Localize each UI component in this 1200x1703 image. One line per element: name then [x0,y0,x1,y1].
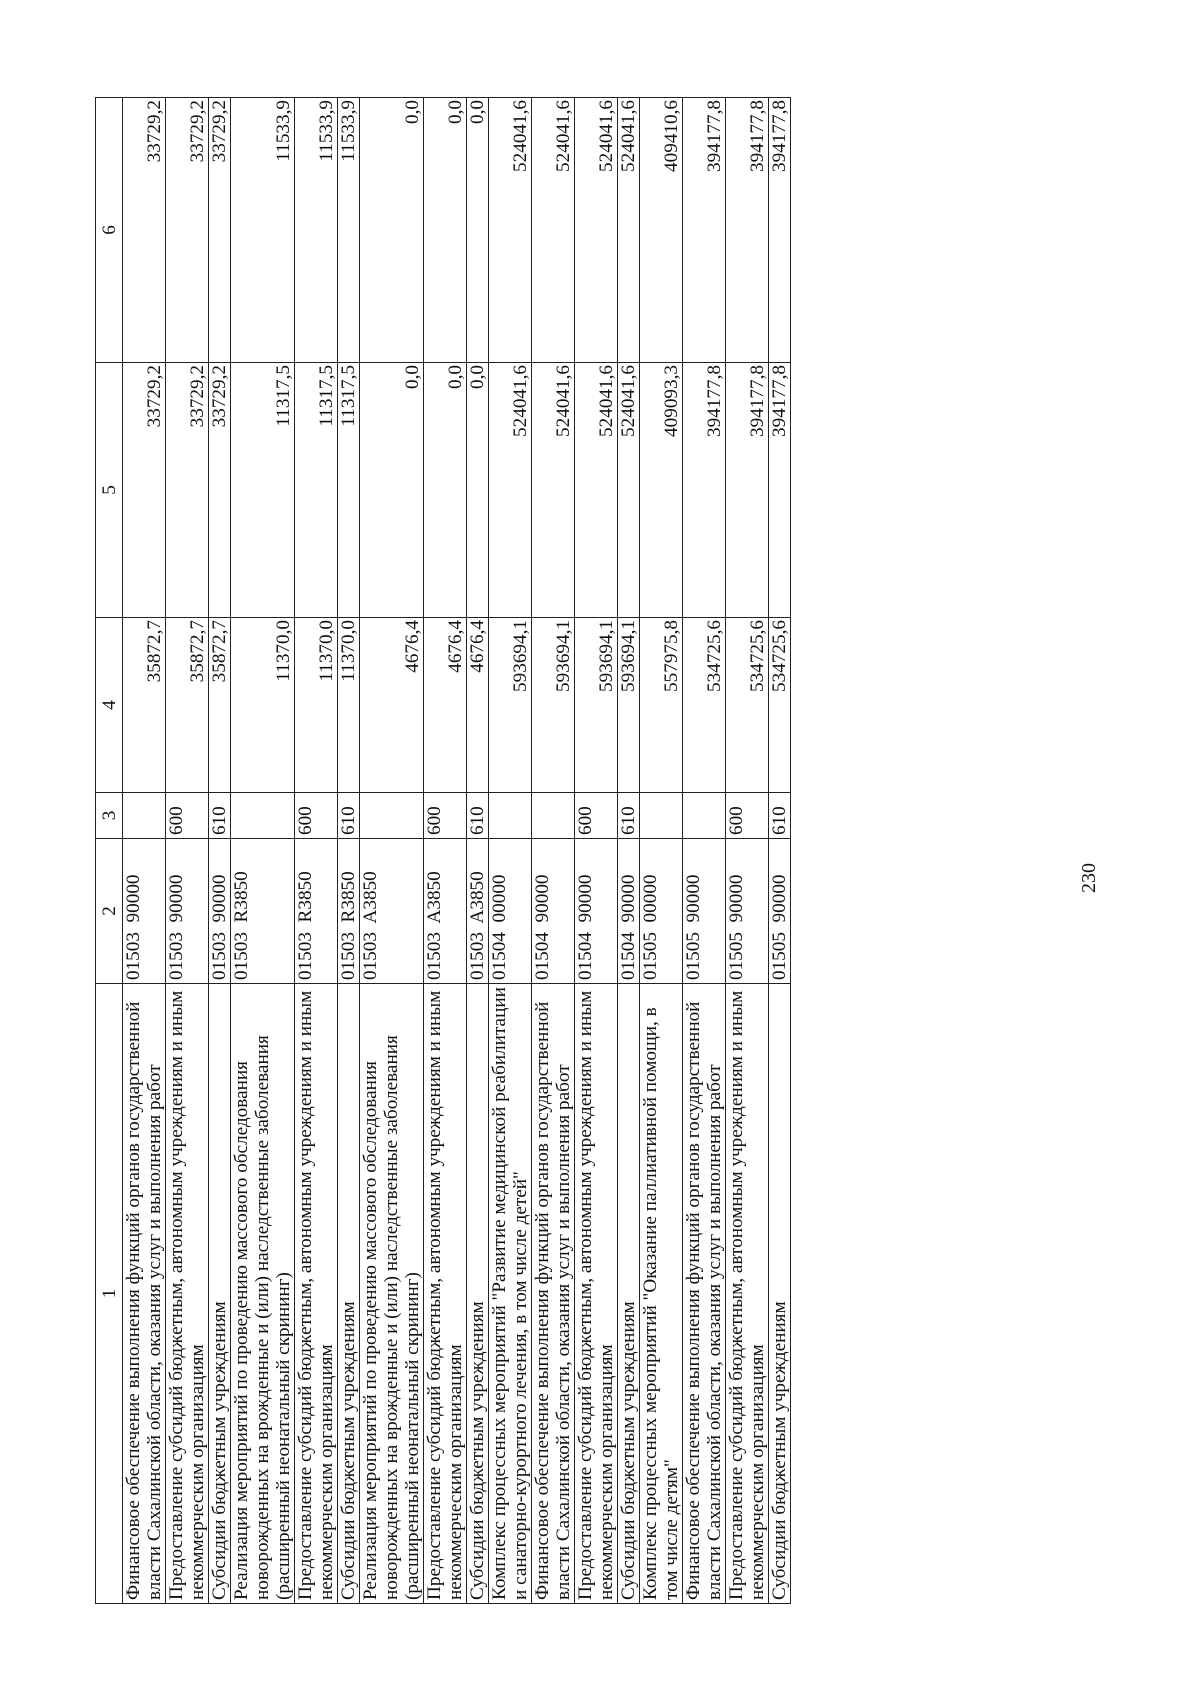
row-name-cell: Субсидии бюджетным учреждениям [467,984,489,1604]
row-type-cell [360,793,424,839]
column-header: 2 [96,839,123,984]
row-value-col4-cell: 4676,4 [467,618,489,793]
row-name-cell: Комплекс процессных мероприятий "Оказание паллиативной помощи, в том числе детям" [640,984,683,1604]
row-value-col5-cell: 394177,8 [683,363,726,618]
row-name-cell: Реализация мероприятий по проведению массового обследования новорожденных на врожденные и (или) наследственные заболевания (расширенный неонатальный скрининг) [360,984,424,1604]
column-header: 1 [96,984,123,1604]
table-row [295,98,338,1604]
row-value-col4-cell: 11370,0 [295,618,338,793]
row-value-col4-cell: 35872,7 [166,618,209,793]
table-row [166,98,209,1604]
row-value-col6-cell: 33729,2 [166,98,209,363]
row-value-col6-cell: 524041,6 [575,98,618,363]
column-header: 6 [96,98,123,363]
row-code-cell: 01503 R3850 [338,839,360,984]
row-value-col4-cell: 557975,8 [640,618,683,793]
row-value-col6-cell: 0,0 [424,98,467,363]
table-row [489,98,532,1604]
row-value-col6-cell: 409410,6 [640,98,683,363]
row-value-col5-cell: 11317,5 [231,363,295,618]
row-value-col5-cell: 524041,6 [575,363,618,618]
row-value-col5-cell: 524041,6 [618,363,640,618]
row-type-cell: 600 [726,793,769,839]
row-value-col5-cell: 524041,6 [532,363,575,618]
row-value-col4-cell: 11370,0 [338,618,360,793]
row-name-cell: Финансовое обеспечение выполнения функций органов государственной власти Сахалинской области, оказания услуг и выполнения работ [123,984,166,1604]
row-name-cell: Субсидии бюджетным учреждениям [209,984,231,1604]
row-type-cell: 610 [338,793,360,839]
row-value-col5-cell: 394177,8 [769,363,791,618]
row-name-cell: Предоставление субсидий бюджетным, автономным учреждениям и иным некоммерческим организациям [726,984,769,1604]
row-value-col5-cell: 0,0 [467,363,489,618]
row-value-col6-cell: 11533,9 [295,98,338,363]
column-header: 3 [96,793,123,839]
row-code-cell: 01505 90000 [769,839,791,984]
row-type-cell: 600 [166,793,209,839]
row-code-cell: 01503 A3850 [467,839,489,984]
table-row [360,98,424,1604]
table-row [209,98,231,1604]
row-name-cell: Субсидии бюджетным учреждениям [769,984,791,1604]
row-type-cell: 610 [467,793,489,839]
row-code-cell: 01504 90000 [618,839,640,984]
row-type-cell [489,793,532,839]
row-name-cell: Реализация мероприятий по проведению массового обследования новорожденных на врожденные и (или) наследственные заболевания (расширенный неонатальный скрининг) [231,984,295,1604]
row-name-cell: Комплекс процессных мероприятий "Развитие медицинской реабилитации и санаторно-курортного лечения, в том числе детей" [489,984,532,1604]
row-type-cell: 600 [295,793,338,839]
row-type-cell: 600 [575,793,618,839]
row-value-col5-cell: 0,0 [424,363,467,618]
table-row [424,98,467,1604]
row-value-col4-cell: 534725,6 [726,618,769,793]
table-row [769,98,791,1604]
row-name-cell: Субсидии бюджетным учреждениям [618,984,640,1604]
table-row [726,98,769,1604]
row-type-cell: 610 [618,793,640,839]
column-header: 5 [96,363,123,618]
table-header-row [96,98,123,1604]
row-value-col6-cell: 394177,8 [726,98,769,363]
row-value-col4-cell: 4676,4 [424,618,467,793]
row-value-col5-cell: 33729,2 [123,363,166,618]
row-type-cell: 600 [424,793,467,839]
row-value-col4-cell: 593694,1 [575,618,618,793]
row-type-cell: 610 [209,793,231,839]
row-name-cell: Предоставление субсидий бюджетным, автономным учреждениям и иным некоммерческим организациям [575,984,618,1604]
row-value-col4-cell: 35872,7 [209,618,231,793]
row-code-cell: 01503 90000 [166,839,209,984]
row-type-cell [123,793,166,839]
row-name-cell: Финансовое обеспечение выполнения функций органов государственной власти Сахалинской области, оказания услуг и выполнения работ [532,984,575,1604]
table-row [640,98,683,1604]
row-name-cell: Субсидии бюджетным учреждениям [338,984,360,1604]
page-number: 230 [1078,863,1100,893]
row-value-col5-cell: 11317,5 [338,363,360,618]
row-value-col4-cell: 11370,0 [231,618,295,793]
row-code-cell: 01504 00000 [489,839,532,984]
row-code-cell: 01503 R3850 [295,839,338,984]
row-value-col6-cell: 524041,6 [618,98,640,363]
row-value-col6-cell: 0,0 [467,98,489,363]
row-value-col4-cell: 593694,1 [618,618,640,793]
row-value-col5-cell: 33729,2 [166,363,209,618]
row-value-col6-cell: 11533,9 [338,98,360,363]
row-name-cell: Предоставление субсидий бюджетным, автономным учреждениям и иным некоммерческим организациям [424,984,467,1604]
table-row [467,98,489,1604]
row-value-col5-cell: 524041,6 [489,363,532,618]
column-header: 4 [96,618,123,793]
row-value-col4-cell: 593694,1 [532,618,575,793]
row-value-col6-cell: 524041,6 [532,98,575,363]
row-name-cell: Финансовое обеспечение выполнения функций органов государственной власти Сахалинской области, оказания услуг и выполнения работ [683,984,726,1604]
table-row [123,98,166,1604]
row-value-col6-cell: 33729,2 [209,98,231,363]
row-value-col6-cell: 33729,2 [123,98,166,363]
table-row [338,98,360,1604]
row-code-cell: 01504 90000 [575,839,618,984]
row-value-col5-cell: 409093,3 [640,363,683,618]
table-row [532,98,575,1604]
row-value-col4-cell: 4676,4 [360,618,424,793]
table-row [231,98,295,1604]
row-code-cell: 01504 90000 [532,839,575,984]
table-row [618,98,640,1604]
row-value-col5-cell: 33729,2 [209,363,231,618]
table-row [575,98,618,1604]
row-type-cell [640,793,683,839]
row-code-cell: 01505 90000 [683,839,726,984]
table-row [683,98,726,1604]
row-value-col4-cell: 593694,1 [489,618,532,793]
row-value-col4-cell: 35872,7 [123,618,166,793]
budget-table [95,97,791,1604]
row-value-col5-cell: 0,0 [360,363,424,618]
row-value-col6-cell: 394177,8 [683,98,726,363]
row-code-cell: 01503 90000 [123,839,166,984]
row-value-col6-cell: 394177,8 [769,98,791,363]
row-name-cell: Предоставление субсидий бюджетным, автономным учреждениям и иным некоммерческим организациям [295,984,338,1604]
row-code-cell: 01505 90000 [726,839,769,984]
row-value-col5-cell: 394177,8 [726,363,769,618]
row-type-cell [532,793,575,839]
row-code-cell: 01503 A3850 [360,839,424,984]
row-value-col4-cell: 534725,6 [769,618,791,793]
row-code-cell: 01503 R3850 [231,839,295,984]
row-code-cell: 01503 90000 [209,839,231,984]
row-type-cell: 610 [769,793,791,839]
row-value-col6-cell: 524041,6 [489,98,532,363]
row-name-cell: Предоставление субсидий бюджетным, автономным учреждениям и иным некоммерческим организациям [166,984,209,1604]
row-value-col6-cell: 11533,9 [231,98,295,363]
row-code-cell: 01503 A3850 [424,839,467,984]
row-value-col4-cell: 534725,6 [683,618,726,793]
row-type-cell [231,793,295,839]
row-type-cell [683,793,726,839]
row-code-cell: 01505 00000 [640,839,683,984]
row-value-col5-cell: 11317,5 [295,363,338,618]
row-value-col6-cell: 0,0 [360,98,424,363]
